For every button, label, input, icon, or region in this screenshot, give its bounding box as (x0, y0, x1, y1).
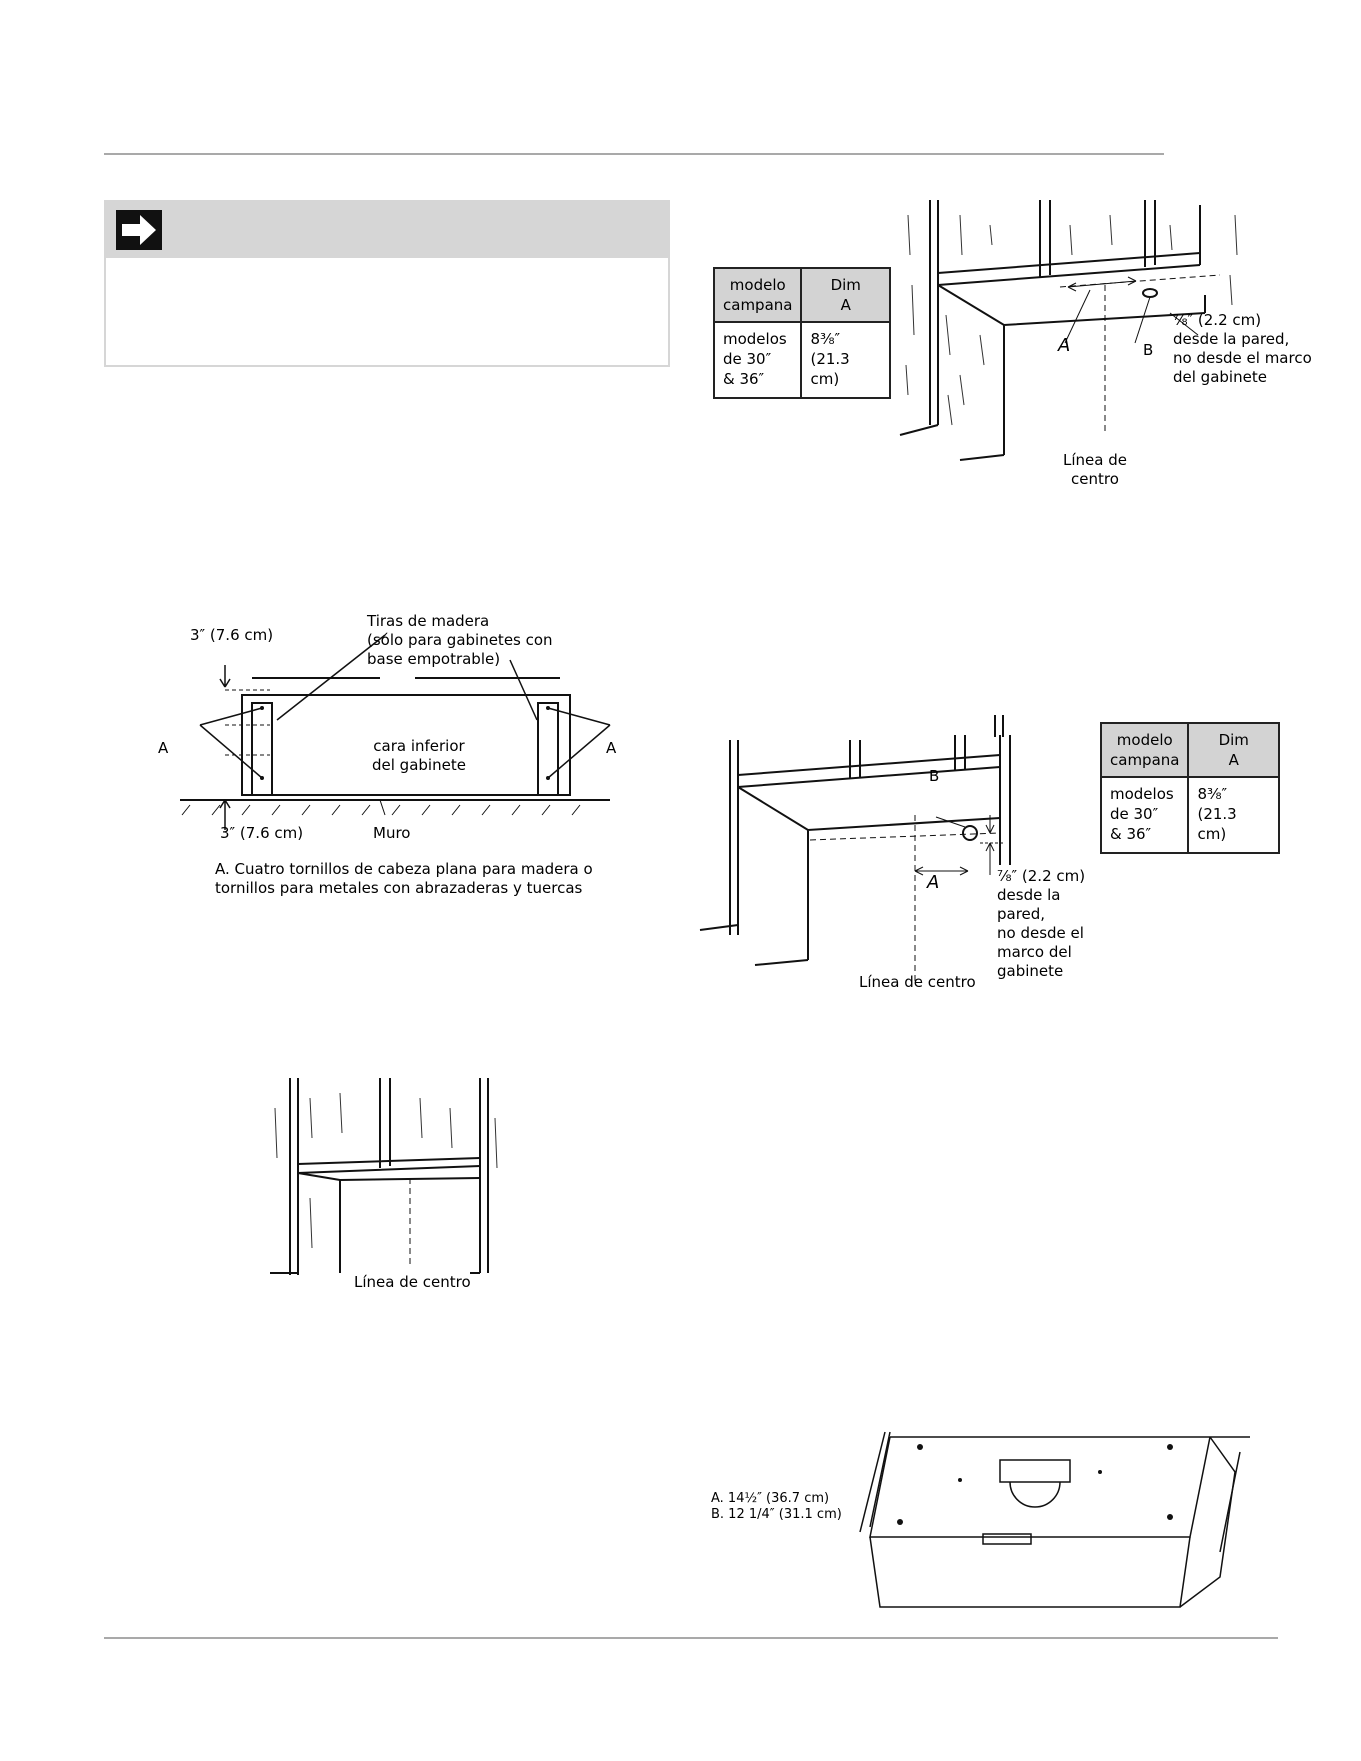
hood-drawing (860, 1432, 1260, 1612)
wood-strips-caption: A. Cuatro tornillos de cabeza plana para madera o tornillos para metales con abrazaderas y tuercas (215, 860, 593, 897)
bottom-divider (104, 1637, 1278, 1639)
dimension-table-top (713, 267, 891, 399)
centerline-label-mid: Línea de centro (859, 973, 976, 991)
table-cell-models: modelos de 30″ & 36″ (1101, 777, 1188, 853)
wall-label: Muro (373, 824, 411, 842)
cabinet-bottom-label: cara inferior del gabinete (372, 737, 466, 774)
table-header-model: modelo campana (1101, 723, 1188, 777)
table-cell-dim-value: 8³⁄₈″ (21.3 cm) (801, 322, 890, 398)
hood-dim-a: A. 14½″ (36.7 cm) (711, 1491, 830, 1506)
top-dim-label: 3″ (7.6 cm) (190, 626, 274, 644)
cabinet-drawing-mid (700, 715, 1030, 975)
label-a-right: A (606, 739, 617, 757)
offset-note: ⁷⁄₈″ (2.2 cm) desde la pared, no desde el marco del gabinete (1173, 311, 1312, 386)
label-a-mid: A (927, 872, 940, 893)
cabinet-centerline-drawing (270, 1078, 500, 1293)
centerline-label-cabinet: Línea de centro (354, 1273, 471, 1291)
right-arrow-icon (116, 210, 162, 250)
label-b-mid: B (929, 767, 940, 785)
offset-note-mid: ⁷⁄₈″ (2.2 cm) desde la pared, no desde el marco del gabinete (997, 867, 1086, 980)
label-b: B (1143, 341, 1154, 359)
notice-box (104, 200, 670, 367)
bottom-dim-label: 3″ (7.6 cm) (220, 824, 304, 842)
table-header-model: modelo campana (714, 268, 801, 322)
label-a-left: A (158, 739, 169, 757)
table-header-dim: Dim A (1188, 723, 1279, 777)
table-cell-models: modelos de 30″ & 36″ (714, 322, 801, 398)
label-a: A (1058, 335, 1071, 356)
centerline-label: Línea de centro (1063, 451, 1127, 488)
wood-strips-title: Tiras de madera (sólo para gabinetes con base empotrable) (367, 612, 553, 668)
top-divider (104, 153, 1164, 155)
notice-header (106, 202, 668, 258)
table-cell-dim-value: 8³⁄₈″ (21.3 cm) (1188, 777, 1279, 853)
table-header-dim: Dim A (801, 268, 890, 322)
dimension-table-mid (1100, 722, 1280, 854)
hood-dim-b: B. 12 1/4″ (31.1 cm) (711, 1507, 842, 1522)
